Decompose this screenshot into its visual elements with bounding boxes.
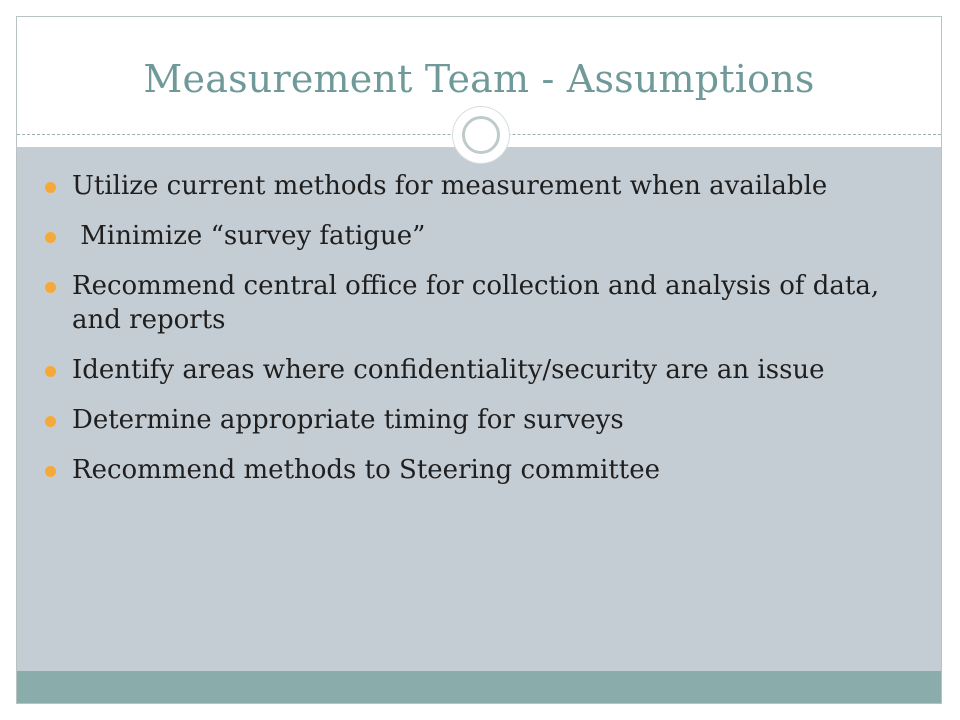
bullet-text: Determine appropriate timing for surveys bbox=[72, 405, 624, 435]
round-bullet-icon bbox=[45, 232, 56, 243]
circle-ring-inner bbox=[462, 116, 500, 154]
bullet-item bbox=[45, 169, 925, 203]
bullet-item bbox=[45, 453, 925, 487]
bullet-text: Recommend methods to Steering committee bbox=[72, 455, 660, 485]
round-bullet-icon bbox=[45, 366, 56, 377]
round-bullet-icon bbox=[45, 282, 56, 293]
round-bullet-icon bbox=[45, 466, 56, 477]
bullet-item bbox=[45, 353, 925, 387]
slide-title: Measurement Team - Assumptions bbox=[143, 57, 815, 101]
circle-ring-icon bbox=[453, 107, 509, 163]
bullet-text: Identify areas where confidentiality/security are an issue bbox=[72, 355, 825, 385]
bullet-text: Recommend central office for collection and analysis of data, and reports bbox=[72, 271, 880, 335]
round-bullet-icon bbox=[45, 416, 56, 427]
slide bbox=[16, 16, 942, 704]
round-bullet-icon bbox=[45, 182, 56, 193]
bullet-item bbox=[45, 219, 925, 253]
footer-band bbox=[17, 671, 941, 704]
bullet-list bbox=[45, 169, 925, 503]
bullet-item bbox=[45, 403, 925, 437]
bullet-item bbox=[45, 269, 925, 337]
bullet-text: Utilize current methods for measurement when available bbox=[72, 171, 828, 201]
bullet-text: Minimize “survey fatigue” bbox=[72, 221, 426, 251]
